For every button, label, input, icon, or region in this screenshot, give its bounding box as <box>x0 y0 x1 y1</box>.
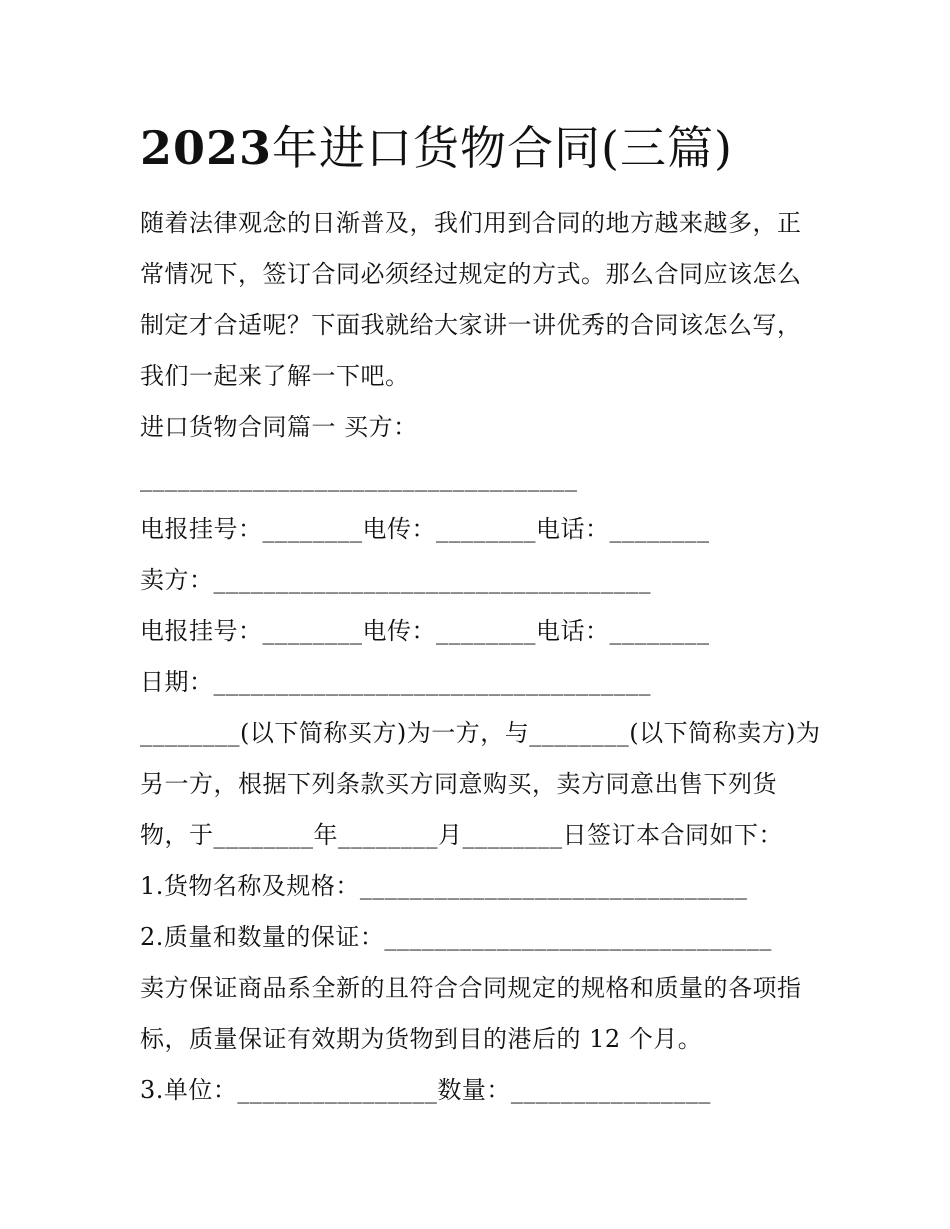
section-heading-line: 进口货物合同篇一 买方： <box>140 413 418 441</box>
body-line: 随着法律观念的日渐普及，我们用到合同的地方越来越多，正 <box>140 209 802 237</box>
seller-contact-line: 电报挂号：________电传：________电话：________ <box>140 617 710 645</box>
clause-line: 3.单位：________________数量：________________ <box>140 1076 711 1104</box>
body-line: 卖方保证商品系全新的且符合合同规定的规格和质量的各项指 <box>140 974 802 1002</box>
body-line: 常情况下，签订合同必须经过规定的方式。那么合同应该怎么 <box>140 260 802 288</box>
body-line: 我们一起来了解一下吧。 <box>140 362 410 390</box>
buyer-contact-line: 电报挂号：________电传：________电话：________ <box>140 515 710 543</box>
clause-line: 1.货物名称及规格：_______________________________ <box>140 872 748 900</box>
body-line: ________(以下简称买方)为一方，与________(以下简称卖方)为 <box>140 719 821 747</box>
body-line: 制定才合适呢？下面我就给大家讲一讲优秀的合同该怎么写， <box>140 311 802 339</box>
date-line: 日期：___________________________________ <box>140 668 651 696</box>
clause-line: 2.质量和数量的保证：_______________________________ <box>140 923 772 951</box>
document-body <box>140 198 820 1116</box>
title-text: 年进口货物合同(三篇) <box>272 121 733 175</box>
body-line: 物，于________年________月________日签订本合同如下： <box>140 821 783 849</box>
document-title <box>140 117 733 179</box>
blank-line: ___________________________________ <box>140 464 578 492</box>
seller-line: 卖方：___________________________________ <box>140 566 651 594</box>
body-line: 标，质量保证有效期为货物到目的港后的 12 个月。 <box>140 1025 703 1053</box>
title-year: 2023 <box>140 121 273 175</box>
body-line: 另一方，根据下列条款买方同意购买，卖方同意出售下列货 <box>140 770 777 798</box>
